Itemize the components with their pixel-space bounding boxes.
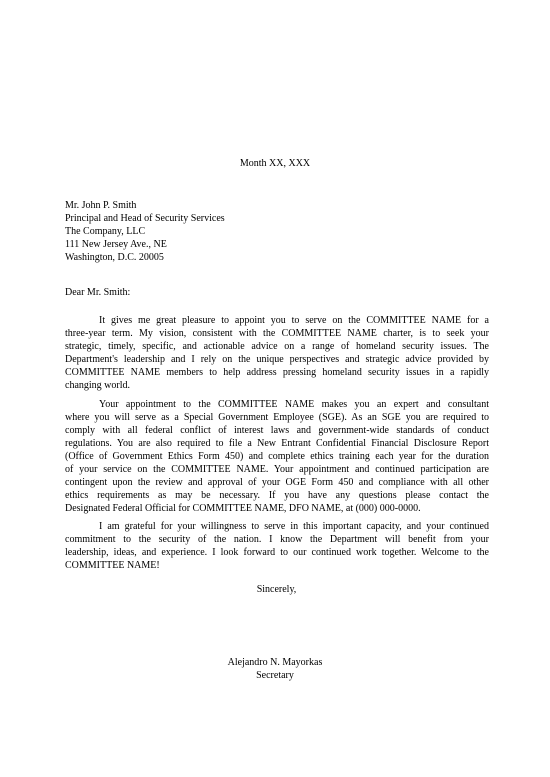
recipient-name: Mr. John P. Smith: [65, 200, 137, 211]
recipient-city: Washington, D.C. 20005: [65, 252, 164, 263]
paragraph-line: COMMITTEE NAME!: [65, 560, 160, 571]
recipient-title: Principal and Head of Security Services: [65, 213, 225, 224]
salutation: Dear Mr. Smith:: [65, 287, 131, 298]
paragraph-line: contingent upon the review and approval of your OGE Form 450 and compliance with all other: [65, 477, 489, 488]
letter-date: Month XX, XXX: [239, 158, 311, 169]
recipient-company: The Company, LLC: [65, 226, 146, 237]
closing-text: Sincerely,: [256, 584, 297, 595]
signature-block: [0, 656, 550, 682]
paragraph-line: I am grateful for your willingness to serve in this important capacity, and your continued: [99, 521, 489, 532]
paragraph-line: Department's leadership and I rely on the unique perspectives and strategic advice provided by: [65, 354, 489, 365]
paragraph-line: (Office of Government Ethics Form 450) and complete ethics training each year for the duration: [65, 451, 489, 462]
paragraph-line: where you will serve as a Special Government Employee (SGE). As an SGE you are required to: [65, 412, 489, 423]
paragraph-1: [65, 314, 489, 392]
paragraph-line: Designated Federal Official for COMMITTEE NAME, DFO NAME, at (000) 000-0000.: [65, 503, 421, 514]
paragraph-line: ethics requirements as may be necessary. If you have any questions please contact the: [65, 490, 489, 501]
signer-title: Secretary: [256, 670, 294, 681]
closing: [0, 583, 550, 596]
paragraph-line: changing world.: [65, 380, 130, 391]
recipient-address: [65, 199, 225, 264]
paragraph-line: leadership, ideas, and experience. I look forward to our continued work together. Welcome to the: [65, 547, 489, 558]
paragraph-line: strategic, timely, specific, and actionable advice on a range of homeland security issues. The: [65, 341, 489, 352]
recipient-street: 111 New Jersey Ave., NE: [65, 239, 167, 250]
signer-name: Alejandro N. Mayorkas: [227, 657, 323, 668]
paragraph-line: COMMITTEE NAME members to help address pressing homeland security issues in a rapidly: [65, 367, 489, 378]
paragraph-line: comply with all federal conflict of interest laws and government-wide standards of conduct: [65, 425, 489, 436]
paragraph-line: commitment to the security of the nation. I know the Department will benefit from your: [65, 534, 489, 545]
paragraph-line: regulations. You are also required to file a New Entrant Confidential Financial Disclosure Report: [65, 438, 489, 449]
paragraph-line: three-year term. My vision, consistent with the COMMITTEE NAME charter, is to seek your: [65, 328, 489, 339]
paragraph-line: It gives me great pleasure to appoint you to serve on the COMMITTEE NAME for a: [99, 315, 489, 326]
paragraph-line: Your appointment to the COMMITTEE NAME makes you an expert and consultant: [99, 399, 489, 410]
paragraph-3: [65, 520, 489, 572]
paragraph-2: [65, 398, 489, 515]
paragraph-line: of your service on the COMMITTEE NAME. Your appointment and continued participation are: [65, 464, 489, 475]
